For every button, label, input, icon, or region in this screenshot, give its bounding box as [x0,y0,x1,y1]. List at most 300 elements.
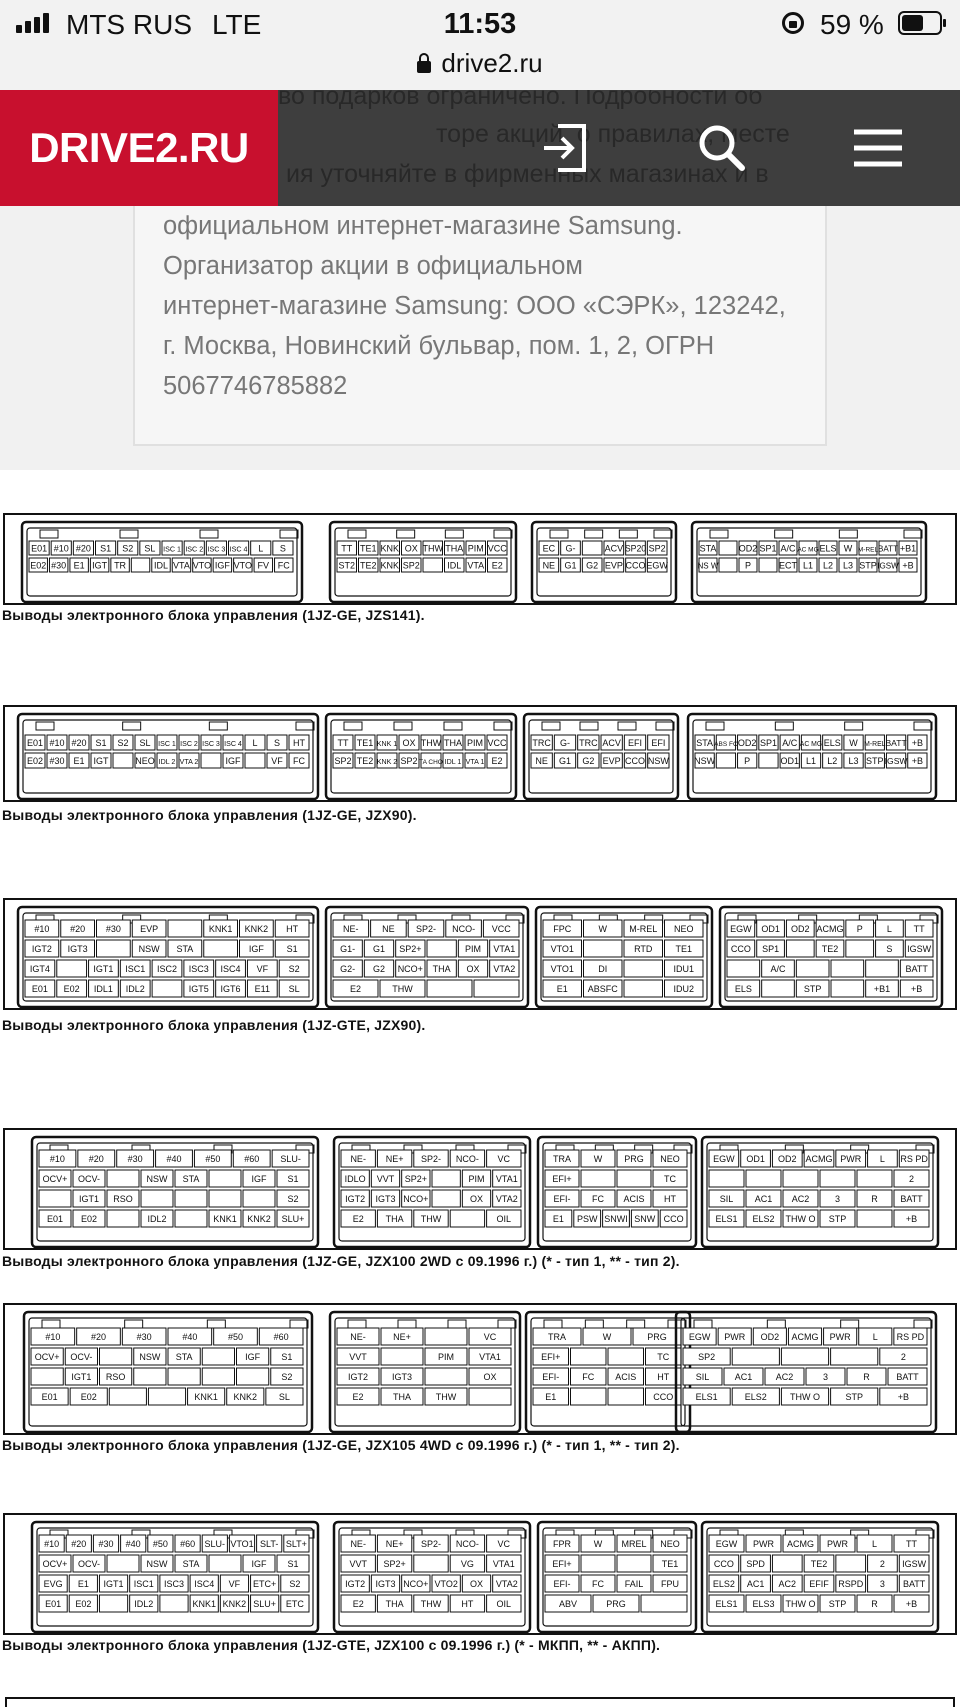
pin-label: IDU1 [673,964,695,974]
pin-label: S2 [117,738,129,748]
pin-cell [783,1170,818,1187]
pin-label: E2 [349,984,362,994]
pin-label: KNK [380,560,400,571]
pin-label: VF [256,964,269,974]
pin-label: OCV- [70,1352,93,1362]
pin-label: ISC 3 [207,545,226,554]
pin-label: HT [657,1372,670,1382]
pin-label: IGT6 [220,984,241,994]
pin-label: NE- [350,1539,366,1549]
pin-label: SP1 [762,944,780,954]
pin-label: TRC [532,738,551,748]
pin-label: #20 [90,1332,107,1342]
pin-label: ACMG [791,1332,819,1342]
pin-cell [148,1388,185,1405]
pin-label: ELS2 [712,1579,735,1589]
pin-label: SP1 [759,543,777,554]
pin-label: PWR [829,1332,851,1342]
pin-label: TT [906,1539,917,1549]
pin-label: NEO [135,756,155,766]
rotation-lock-icon [782,12,804,34]
pin-label: FPR [553,1539,571,1549]
pin-label: OD1 [746,1154,765,1164]
pin-cell [709,1170,744,1187]
pin-label: EVG [43,1579,63,1589]
pin-label: VC [483,1332,497,1342]
pin-label: THW O [785,1599,816,1609]
pin-cell [759,753,778,768]
pin-label: S2 [288,964,300,974]
pin-label: KNK1 [194,1392,218,1402]
pin-label: PSW [576,1214,598,1224]
pin-label: L [252,738,258,748]
pin-label: #60 [244,1154,260,1164]
pin-label: EGW [646,560,668,571]
pin-label: ABSFC [587,984,618,994]
pin-cell [152,980,182,997]
pin-label: EGW [688,1332,711,1342]
connector-block [326,907,528,1007]
connector-block [330,1312,520,1432]
pin-label: PIM [468,1174,485,1184]
pin-label: 3 [822,1372,829,1382]
pin-label: ACIS [623,1194,645,1204]
pin-label: E01 [26,738,44,748]
pin-label: VTO2 [434,1579,458,1589]
pin-cell [243,1190,275,1207]
pin-label: E01 [31,984,48,994]
pin-label: TR [114,560,127,571]
pin-label: E1 [545,1392,557,1402]
pin-label: ELS2 [752,1214,775,1224]
pin-label: HT [286,924,299,934]
pin-label: NCO- [455,1154,479,1164]
pin-label: ACV [604,543,624,554]
connector-block [334,1137,530,1247]
pin-label: NEO [660,1154,680,1164]
pin-label: PIM [467,543,484,554]
pin-label: NCO+ [403,1194,429,1204]
pin-label: #60 [180,1539,196,1549]
pin-label: EFI- [553,1194,571,1204]
pin-label: OD2 [737,738,757,748]
pin-label: ISC3 [188,964,209,974]
pin-cell [571,1348,607,1365]
pin-label: TE2 [810,1559,828,1569]
pin-label: E02 [26,756,44,766]
connector-block [532,522,676,602]
pin-label: TE2 [356,756,374,766]
pinout-image [0,470,960,1707]
address-bar[interactable] [0,48,960,86]
pin-label: S1 [286,944,298,954]
pin-label: OIL [496,1214,512,1224]
connector-block [702,1137,938,1247]
promo-card [133,206,827,446]
pin-label: OCV- [77,1559,101,1569]
pin-label: IDLO [344,1174,366,1184]
pin-cell [204,940,238,957]
pin-label: SP1 [759,738,777,748]
pin-label: L2 [827,756,838,766]
pin-label: OCV+ [42,1174,68,1184]
pin-label: G2 [586,560,599,571]
pin-cell [582,541,602,555]
pin-label: ELS [819,543,837,554]
pin-label: TE2 [359,560,377,571]
pin-label: AC MG [797,546,819,554]
pin-label: TC [657,1352,670,1362]
pin-label: THA [432,964,451,974]
pin-label: #60 [273,1332,289,1342]
pin-label: ISC 1 [163,545,182,554]
pin-label: OX [483,1372,497,1382]
pin-label: IGT [93,756,109,766]
pin-label: STP [828,1599,847,1609]
connector-block [538,1137,696,1247]
connector-block [18,714,318,799]
pin-label: E01 [31,543,48,554]
pin-label: ACMG [816,924,844,934]
pin-cell [831,960,864,977]
pin-label: +B [911,756,923,766]
pin-label: SL [139,738,151,748]
pin-cell [796,960,829,977]
pin-cell [100,1348,132,1365]
pin-cell [425,1328,467,1345]
pin-cell [732,1348,779,1365]
pin-label: 3 [834,1194,841,1204]
pin-label: RS PD [896,1332,925,1342]
pin-cell [432,1190,460,1207]
pin-label: NEO [673,924,694,934]
pin-label: W [593,1154,603,1164]
pin-label: SNWI [604,1214,628,1224]
pin-label: ACMG [805,1154,833,1164]
pin-label: EFI [627,738,643,748]
pin-label: #30 [105,924,121,934]
pin-label: PWR [753,1539,774,1549]
pin-label: VC [497,1154,511,1164]
pin-label: G- [565,543,576,554]
ecu-connector-diagram [0,1125,960,1253]
pin-label: ISC3 [163,1579,185,1589]
pin-label: VG [460,1559,474,1569]
pin-label: SNW [634,1214,656,1224]
pin-label: E1 [77,1579,89,1589]
pin-label: L [871,1539,878,1549]
site-logo[interactable]: DRIVE2.RU [0,90,278,206]
pin-label: EVP [602,756,621,766]
pin-label: NE [542,560,556,571]
pin-label: S1 [287,1174,299,1184]
pin-label: E2 [352,1392,364,1402]
pin-label: #10 [45,1332,61,1342]
connector-block [32,1137,318,1247]
pin-label: IDL2 [134,1599,154,1609]
pin-label: BATT [878,544,898,554]
pin-label: L1 [802,560,814,571]
pin-label: W [602,1332,612,1342]
pin-label: SP2 [334,756,352,766]
pin-label: IGT3 [375,1194,396,1204]
pin-label: IDL 2 [158,758,176,766]
pin-label: TE1 [359,543,377,554]
pin-label: VF [228,1579,241,1589]
diagram-caption: Выводы электронного блока управления (1JZ-GTE, JZX90). [2,1017,426,1033]
pin-label: STA [175,1352,193,1362]
login-icon[interactable] [538,120,594,176]
pin-label: ABV [558,1599,578,1609]
pin-label: +B [902,560,914,571]
pin-label: NE+ [385,1539,404,1549]
pin-label: BATT [885,738,907,748]
pin-label: S1 [281,1352,293,1362]
pin-label: VVT [349,1559,367,1569]
pin-label: KNK1 [192,1599,216,1609]
connector-block [702,1522,938,1632]
pin-label: IGF [251,1559,267,1569]
pin-label: #50 [205,1154,221,1164]
pin-label: IGSW [877,561,899,571]
pin-label: NE- [350,1154,366,1164]
pin-label: IGT1 [103,1579,124,1589]
search-icon[interactable] [694,120,750,176]
pin-label: NSW [146,1174,168,1184]
pin-label: W [849,738,858,748]
pin-label: G- [560,738,570,748]
pin-label: SL [288,984,300,994]
status-bar [0,0,960,48]
pin-label: IGT2 [347,1372,369,1382]
pin-cell [427,940,456,957]
pin-label: NSW [139,1352,161,1362]
pin-label: ELS1 [715,1599,738,1609]
pin-label: ACV [602,738,621,748]
pin-label: L [258,543,264,554]
pin-label: TRA [548,1332,566,1342]
pin-label: E02 [75,1599,92,1609]
connector-block [536,907,712,1007]
pin-label: SP2 [698,1352,716,1362]
pin-label: IDU2 [673,984,695,994]
pin-label: #30 [127,1154,143,1164]
pin-label: RS PD [900,1154,928,1164]
pin-label: NE [382,924,395,934]
pin-cell [209,1170,241,1187]
pin-label: E11 [254,984,271,994]
pin-label: PWR [724,1332,746,1342]
pin-label: TE2 [821,944,839,954]
pin-label: OCV+ [42,1559,68,1569]
pin-cell [624,960,663,977]
pin-label: OD1 [761,924,780,934]
pin-label: SP2+ [404,1174,427,1184]
pin-label: OD2 [738,543,758,554]
pin-cell [168,1368,200,1385]
pin-label: TRA [553,1154,571,1164]
pin-cell [762,980,795,997]
pin-label: NSW [694,756,716,766]
connector-block [326,714,516,799]
pin-label: VTA1 [495,1174,518,1184]
promo-line: интернет-магазине Samsung: ООО «СЭРК», 123242, [163,292,786,320]
pin-label: KNK1 [208,924,233,934]
pin-label: R [863,1372,870,1382]
pin-label: S2 [281,1372,293,1382]
pin-label: IDL2 [125,984,145,994]
pin-label: IDL [447,560,462,571]
pin-label: VTA1 [479,1352,501,1362]
pin-label: VTA 1 [465,758,485,766]
pin-label: EVP [604,560,623,571]
pin-cell [857,1170,892,1187]
pin-cell [781,1348,828,1365]
pin-cell [624,980,663,997]
pin-label: G1 [372,944,386,954]
pin-cell [450,1210,484,1227]
pin-label: SP2 [400,756,418,766]
connector-block [330,522,516,602]
pin-label: S [279,543,286,554]
pin-label: #30 [49,756,65,766]
pin-label: OD2 [791,924,810,934]
pin-label: STP [859,560,877,571]
pin-label: R [871,1599,878,1609]
pin-cell [608,1388,644,1405]
pin-label: ISC 2 [180,740,198,748]
pin-label: IGT1 [78,1194,100,1204]
pin-cell [202,1348,234,1365]
menu-icon[interactable] [850,120,906,176]
pin-label: FC [582,1372,595,1382]
pin-label: STA [696,738,714,748]
pin-cell [432,1170,460,1187]
pin-label: THW [435,1392,457,1402]
pin-cell [109,1388,146,1405]
pin-label: +B1 [899,543,917,554]
pin-label: 2 [879,1559,885,1569]
pin-label: S1 [95,738,107,748]
pin-label: OX [404,543,418,554]
pin-label: IGT1 [93,964,114,974]
pin-label: IGSW [907,944,932,954]
pin-label: THW [420,1214,442,1224]
pin-label: #10 [49,738,65,748]
pin-label: RTD [634,944,653,954]
pin-label: OX [466,964,480,974]
pin-label: EFI- [553,1579,571,1589]
pin-label: +B [911,738,923,748]
pin-label: NE+ [385,1154,404,1164]
pin-label: E2 [352,1599,364,1609]
pin-label: +B [905,1214,918,1224]
pin-label: THW [422,543,443,554]
pin-label: FC [592,1579,604,1589]
pin-label: E02 [80,1392,97,1402]
pin-label: IGT4 [29,964,50,974]
pin-label: FV [257,560,270,571]
pin-label: TE1 [356,738,374,748]
pin-label: IGF [214,560,230,571]
pin-label: #20 [71,1539,87,1549]
pin-label: SP2- [420,1154,442,1164]
pin-cell [141,1190,173,1207]
pin-label: PWR [840,1154,862,1164]
pin-label: ACIS [615,1372,637,1382]
pin-cell [716,753,735,768]
pin-label: PIM [437,1352,455,1362]
pin-label: KNK2 [247,1214,271,1224]
pin-cell [786,940,814,957]
pin-cell [107,1555,139,1572]
pin-label: EGW [730,924,752,934]
pin-cell [99,1595,127,1612]
pin-label: NSW [146,1559,168,1569]
pin-label: AC2 [791,1194,810,1204]
pin-label: VCC [491,924,511,934]
site-header [0,90,960,206]
connector-block [24,1312,312,1432]
connector-block [334,1522,530,1632]
pin-label: #40 [166,1154,182,1164]
pin-label: #50 [227,1332,244,1342]
pin-label: IGSW [902,1559,927,1569]
pin-label: OD1 [780,756,799,766]
ecu-connector-diagram [0,702,960,805]
pin-label: BATT [896,1372,919,1382]
pin-label: ISC 3 [202,740,220,748]
pin-label: NEO [660,1539,680,1549]
pin-label: OCV+ [34,1352,60,1362]
pin-label: IGF [225,756,241,766]
pin-label: E2 [352,1214,364,1224]
pin-cell [831,1348,878,1365]
promo-line: Организатор акции в официальном [163,252,583,280]
pin-label: PIM [464,944,482,954]
pin-label: ISC 1 [158,740,176,748]
pin-label: VTA2 [495,1579,518,1589]
pin-label: PIM [466,738,484,748]
pin-label: SP2+ [399,944,422,954]
pin-label: ELS [823,738,841,748]
lock-icon [417,61,431,73]
pin-label: ECT [779,560,797,571]
pin-label: L [879,1154,885,1164]
pin-label: A/C [782,738,798,748]
pin-label: L3 [848,756,859,766]
pin-cell [759,558,777,572]
pin-label: VTO [233,560,253,571]
pin-label: #40 [125,1539,141,1549]
pin-label: VTO1 [550,944,574,954]
pin-label: W [843,543,853,554]
connector-block [32,1522,318,1632]
pin-label: E1 [73,756,85,766]
pin-label: STP [828,1214,847,1224]
pin-label: L3 [842,560,854,571]
pin-label: AC MG [799,741,823,748]
diagram-frame [4,1514,956,1634]
pin-label: ABS FC [714,741,738,748]
pin-cell [772,1555,802,1572]
pin-label: #10 [49,1154,65,1164]
pin-label: AC2 [778,1579,797,1589]
pin-cell [831,980,864,997]
pin-label: FC [277,560,290,571]
pin-cell [846,940,874,957]
pin-cell [641,1595,687,1612]
